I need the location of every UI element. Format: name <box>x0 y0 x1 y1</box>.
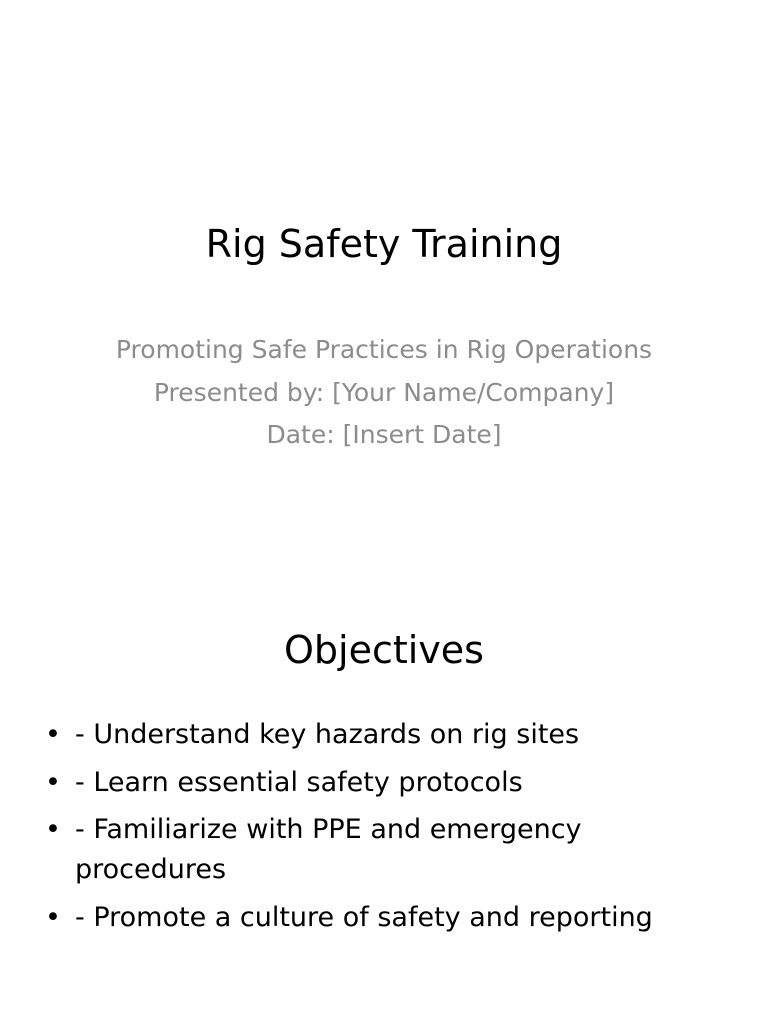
bullet-item <box>38 715 728 755</box>
bullet-text: - Familiarize with PPE and emergency procedures <box>75 814 582 885</box>
bullet-text: - Understand key hazards on rig sites <box>75 719 580 750</box>
objectives-slide <box>0 512 768 1024</box>
subtitle-line-date: Date: [Insert Date] <box>266 420 502 449</box>
bullet-list <box>38 715 728 945</box>
bullet-icon: • <box>45 901 61 933</box>
subtitle-line-tagline: Promoting Safe Practices in Rig Operations <box>115 335 653 364</box>
bullet-icon: • <box>45 766 61 798</box>
subtitle-line-presenter: Presented by: [Your Name/Company] <box>153 377 615 407</box>
bullet-text: - Learn essential safety protocols <box>75 766 523 798</box>
bullet-text: - Promote a culture of safety and reporting <box>75 901 653 933</box>
bullet-item <box>38 810 728 890</box>
slide-title: Rig Safety Training <box>205 222 563 266</box>
slide-subtitle <box>0 329 768 457</box>
bullet-icon: • <box>45 719 61 750</box>
bullet-item <box>38 763 728 803</box>
bullet-item <box>38 898 728 938</box>
slide-title: Objectives <box>284 628 484 672</box>
bullet-icon: • <box>45 814 61 845</box>
